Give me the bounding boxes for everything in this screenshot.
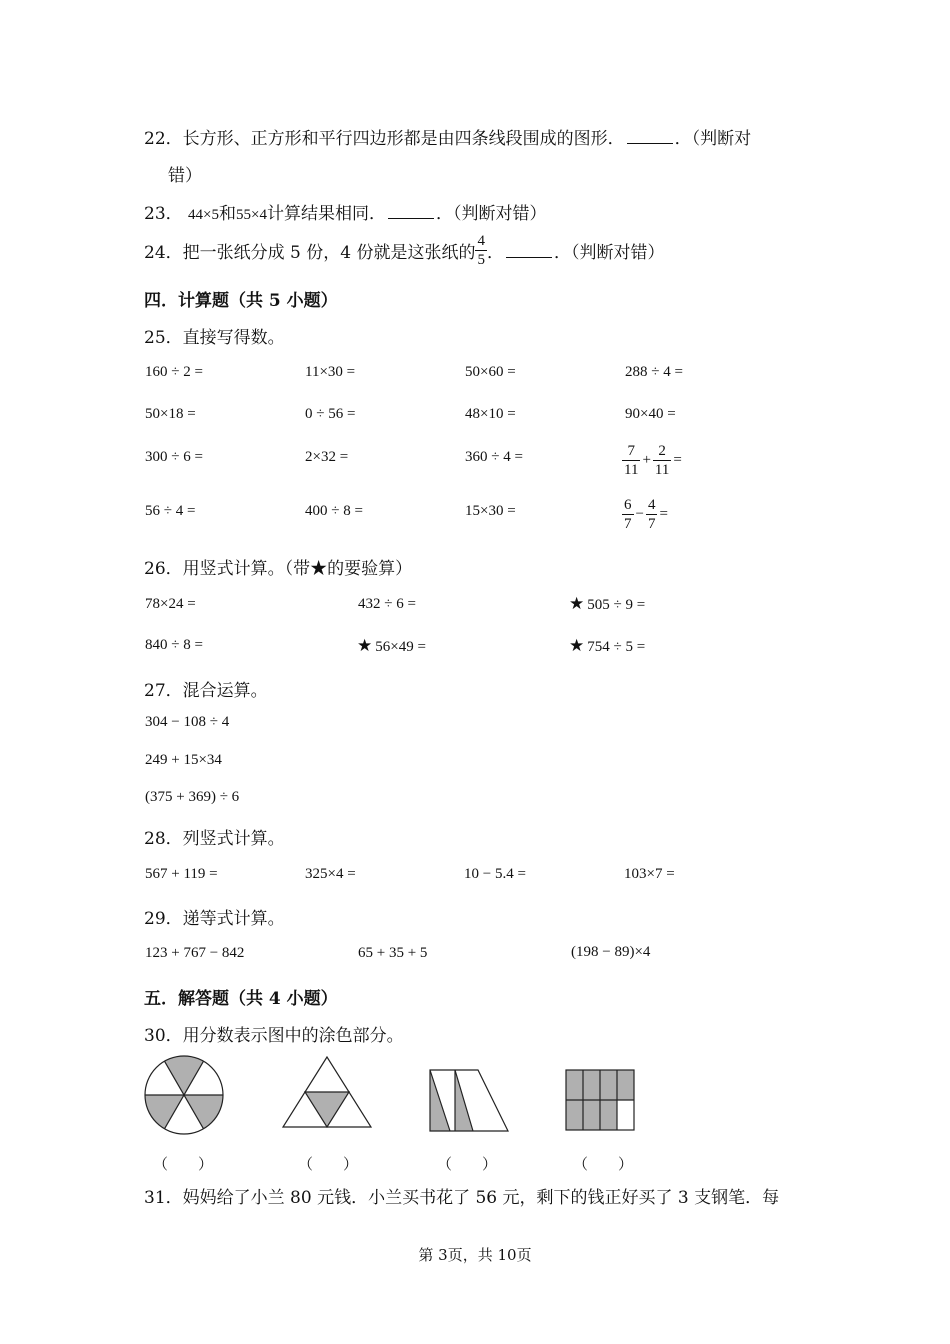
expression: 50×60 = — [465, 364, 516, 380]
triangle-figure — [280, 1054, 374, 1130]
question-25-title: 25．直接写得数。 — [144, 328, 285, 348]
expression: 567 + 119 = — [145, 866, 218, 882]
expression: 754 ÷ 5 = — [587, 639, 646, 655]
expression: 78×24 = — [145, 596, 196, 612]
fraction-denominator: 7 — [647, 516, 656, 532]
expression: 400 ÷ 8 = — [305, 503, 363, 519]
fraction-expression — [622, 496, 670, 533]
operator: + — [642, 452, 651, 468]
question-22-continuation: 错） — [168, 166, 202, 186]
expression: (375 + 369) ÷ 6 — [145, 789, 240, 805]
answer-blank[interactable] — [627, 129, 673, 144]
shaded-sector — [184, 1095, 223, 1129]
page-number: 第 3页，共 10页 — [418, 1246, 532, 1264]
shaded-triangle — [305, 1092, 349, 1127]
fraction — [646, 496, 658, 533]
star-icon: ★ — [569, 636, 585, 656]
expression: 160 ÷ 2 = — [145, 364, 203, 380]
expression: 15×30 = — [465, 503, 516, 519]
question-23 — [144, 199, 546, 224]
equals-sign: = — [659, 506, 668, 522]
question-23-connector: 和 — [219, 204, 237, 224]
answer-parentheses[interactable]: （ ） — [573, 1155, 634, 1173]
star-icon: ★ — [357, 636, 373, 656]
starred-expression — [357, 636, 426, 656]
question-28-title: 28．列竖式计算。 — [144, 829, 285, 849]
answer-blank[interactable] — [388, 204, 434, 219]
question-26-title: 26．用竖式计算。（带★的要验算） — [144, 559, 413, 579]
fraction-numerator: 2 — [653, 442, 671, 461]
expression: 44×5 — [188, 207, 220, 223]
expression: 123 + 767 − 842 — [145, 945, 245, 961]
question-23-number: 23． — [144, 204, 183, 224]
circle-figure — [143, 1054, 225, 1136]
fraction-denominator: 11 — [624, 462, 639, 478]
question-22-suffix: ．（判断对 — [674, 129, 752, 149]
fraction — [622, 442, 640, 479]
fraction-expression — [622, 442, 684, 479]
section-heading-4: 四．计算题（共 5 小题） — [144, 291, 338, 311]
shaded-sector — [145, 1095, 184, 1129]
answer-parentheses[interactable]: （ ） — [298, 1155, 359, 1173]
expression: 56×49 = — [375, 639, 426, 655]
star-icon: ★ — [569, 594, 585, 614]
expression: 300 ÷ 6 = — [145, 449, 203, 465]
question-27-title: 27．混合运算。 — [144, 681, 268, 701]
parallelogram-figure — [428, 1068, 510, 1134]
shaded-sector — [165, 1056, 204, 1095]
expression: 55×4 — [236, 207, 267, 223]
question-23-suffix: ．（判断对错） — [435, 204, 547, 224]
starred-expression — [569, 636, 645, 656]
fraction-numerator: 6 — [624, 497, 632, 513]
question-23-text: 计算结果相同． — [266, 204, 386, 224]
operator: − — [635, 506, 644, 522]
expression: 48×10 = — [465, 406, 516, 422]
equals-sign: = — [673, 452, 682, 468]
fraction-numerator: 4 — [647, 497, 656, 513]
expression: 10 − 5.4 = — [464, 866, 526, 882]
fraction-denominator: 11 — [654, 462, 670, 478]
expression: (198 − 89)×4 — [571, 944, 651, 960]
fraction-denominator: 5 — [477, 252, 485, 268]
expression: 65 + 35 + 5 — [358, 945, 428, 961]
grid-figure — [564, 1068, 636, 1132]
question-30-title: 30．用分数表示图中的涂色部分。 — [144, 1026, 404, 1046]
expression: 2×32 = — [305, 449, 349, 465]
expression: 360 ÷ 4 = — [465, 449, 523, 465]
expression: 249 + 15×34 — [145, 752, 222, 768]
fraction-numerator: 4 — [477, 233, 485, 249]
question-24-suffix: ．（判断对错） — [553, 243, 665, 263]
expression: 103×7 = — [624, 866, 675, 882]
question-22-text: 22．长方形、正方形和平行四边形都是由四条线段围成的图形． — [144, 129, 625, 149]
expression: 288 ÷ 4 = — [625, 364, 683, 380]
answer-parentheses[interactable]: （ ） — [437, 1155, 498, 1173]
expression: 56 ÷ 4 = — [145, 503, 196, 519]
expression: 505 ÷ 9 = — [587, 597, 646, 613]
question-24-text: 24．把一张纸分成 5 份，4 份就是这张纸的 — [144, 243, 476, 263]
fraction — [653, 442, 671, 479]
fraction-numerator: 7 — [622, 442, 640, 461]
expression: 11×30 = — [305, 364, 356, 380]
question-29-title: 29．递等式计算。 — [144, 909, 285, 929]
section-heading-5: 五．解答题（共 4 小题） — [144, 989, 338, 1009]
expression: 325×4 = — [305, 866, 356, 882]
starred-expression — [569, 594, 645, 614]
question-24: 24．把一张纸分成 5 份，4 份就是这张纸的 $\frac{4}{5}$ ． ．（判断对错） — [144, 233, 665, 268]
expression: 304 − 108 ÷ 4 — [145, 714, 230, 730]
answer-blank[interactable] — [506, 243, 552, 258]
question-31: 31．妈妈给了小兰 80 元钱．小兰买书花了 56 元，剩下的钱正好买了 3 支钢笔．每 — [144, 1188, 780, 1208]
expression: 840 ÷ 8 = — [145, 637, 203, 653]
answer-parentheses[interactable]: （ ） — [153, 1155, 214, 1173]
fraction — [475, 232, 487, 269]
question-22 — [144, 124, 751, 149]
fraction — [622, 496, 634, 533]
expression: 432 ÷ 6 = — [358, 596, 416, 612]
expression: 0 ÷ 56 = — [305, 406, 356, 422]
expression: 50×18 = — [145, 406, 196, 422]
fraction-denominator: 7 — [624, 516, 632, 532]
expression: 90×40 = — [625, 406, 676, 422]
